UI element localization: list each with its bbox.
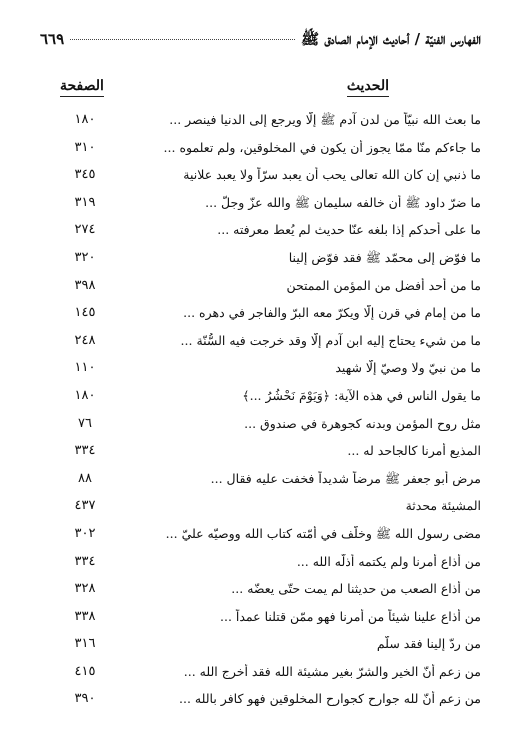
entry-text: ما فوّض إلى محمّد ﷺ فقد فوّض إلينا [288, 249, 481, 265]
entry-page-number: ٣٠٢ [74, 525, 96, 541]
entry-page-number: ٨٨ [78, 470, 92, 486]
index-entry [40, 167, 481, 195]
entry-page-number: ٤١٥ [74, 663, 96, 679]
running-header [40, 30, 481, 54]
entry-text: ما بعث الله نبيّاً من لدن آدم ﷺ إلّا ويرجع إلى الدنيا فينصر ... [169, 112, 481, 127]
entry-page-number: ٣٢٨ [74, 581, 96, 597]
index-entry [40, 554, 481, 582]
entry-text: من أذاع أمرنا ولم يكتمه أذلّه الله ... [296, 553, 481, 569]
header-title: الفهارس الفنيّة / أحاديث الإمام الصادق ﷺ [301, 30, 481, 48]
entry-page-number: ٣٤٥ [74, 167, 96, 183]
entry-text: ما يقول الناس في هذه الآية: ﴿وَيَوْمَ نَحْشُرُ ...﴾ [242, 387, 481, 403]
entry-page-number: ٣٣٤ [74, 443, 96, 459]
index-entry [40, 222, 481, 250]
entry-text: مرض أبو جعفر ﷺ مرضاً شديداً فخفت عليه فقال ... [210, 470, 481, 486]
entry-text: مثل روح المؤمن وبدنه كجوهرة في صندوق ... [244, 415, 481, 431]
entry-text: ما من أحد أفضل من المؤمن الممتحن [286, 277, 481, 293]
column-header-page: الصفحة [60, 78, 104, 97]
index-entry [40, 664, 481, 692]
entry-page-number: ٧٦ [78, 415, 92, 431]
index-entry [40, 416, 481, 444]
entry-page-number: ٢٧٤ [74, 222, 96, 238]
index-entry [40, 112, 481, 140]
entry-text: ما من نبيّ ولا وصيّ إلّا شهيد [335, 360, 481, 376]
entry-page-number: ٢٤٨ [74, 332, 96, 348]
column-headers [40, 78, 481, 102]
hadith-index-list [40, 112, 481, 719]
entry-text: المشيئة محدثة [405, 498, 481, 514]
index-entry [40, 636, 481, 664]
entry-text: ما من إمام في قرن إلّا ويكرّ معه البرّ والفاجر في دهره ... [183, 305, 481, 321]
entry-text: ما ذنبي إن كان الله تعالى يحب أن يعبد سرّاً ولا يعبد علانية [183, 167, 481, 183]
entry-text: من أذاع علينا شيئاً من أمرنا فهو ممّن قتلنا عمداً ... [220, 608, 481, 624]
index-entry [40, 581, 481, 609]
entry-page-number: ٣٣٤ [74, 553, 96, 569]
index-entry [40, 140, 481, 168]
index-entry [40, 333, 481, 361]
entry-text: من أذاع الصعب من حديثنا لم يمت حتّى يعضّه ... [231, 581, 481, 597]
entry-text: من زعم أنّ الخير والشرّ بغير مشيئة الله فقد أخرج الله ... [183, 663, 481, 679]
index-entry [40, 526, 481, 554]
header-page-number: ٦٦٩ [40, 30, 65, 48]
entry-page-number: ٣١٦ [74, 636, 96, 652]
entry-text: المذيع أمرنا كالجاحد له ... [347, 443, 481, 459]
entry-page-number: ٤٣٧ [74, 498, 96, 514]
entry-page-number: ١٤٥ [74, 305, 96, 321]
entry-text: ما من شيء يحتاج إليه ابن آدم إلّا وقد خرجت فيه السُّنّة ... [180, 332, 481, 348]
entry-page-number: ١١٠ [74, 360, 96, 376]
entry-text: ما جاءكم منّا ممّا يجوز أن يكون في المخلوقين، ولم تعلموه ... [163, 139, 481, 155]
index-entry [40, 691, 481, 719]
entry-text: ما ضرّ داود ﷺ أن خالفه سليمان ﷺ والله عزّ وجلّ ... [205, 194, 481, 210]
entry-page-number: ١٨٠ [74, 112, 96, 127]
entry-text: من زعم أنّ لله جوارح كجوارح المخلوقين فهو كافر بالله ... [179, 691, 481, 707]
entry-page-number: ٣٩٨ [74, 277, 96, 293]
index-entry [40, 498, 481, 526]
index-entry [40, 388, 481, 416]
entry-page-number: ٣١٠ [74, 139, 96, 155]
entry-page-number: ٣٣٨ [74, 608, 96, 624]
header-dot-leader [70, 39, 295, 40]
index-entry [40, 250, 481, 278]
index-entry [40, 195, 481, 223]
entry-page-number: ١٨٠ [74, 387, 96, 403]
column-header-hadith: الحديث [347, 78, 389, 97]
index-entry [40, 278, 481, 306]
entry-text: ما على أحدكم إذا بلغه عنّا حديث لم يُعط معرفته ... [217, 222, 481, 238]
entry-page-number: ٣١٩ [74, 194, 96, 210]
index-entry [40, 609, 481, 637]
index-entry [40, 360, 481, 388]
entry-text: مضى رسول الله ﷺ وخلّف في أُمّته كتاب الله ووصيّه عليّ ... [165, 525, 481, 541]
index-entry [40, 305, 481, 333]
entry-page-number: ٣٢٠ [74, 249, 96, 265]
index-entry [40, 471, 481, 499]
entry-text: من ردّ إلينا فقد سلّم [376, 636, 481, 652]
index-entry [40, 443, 481, 471]
entry-page-number: ٣٩٠ [74, 691, 96, 707]
